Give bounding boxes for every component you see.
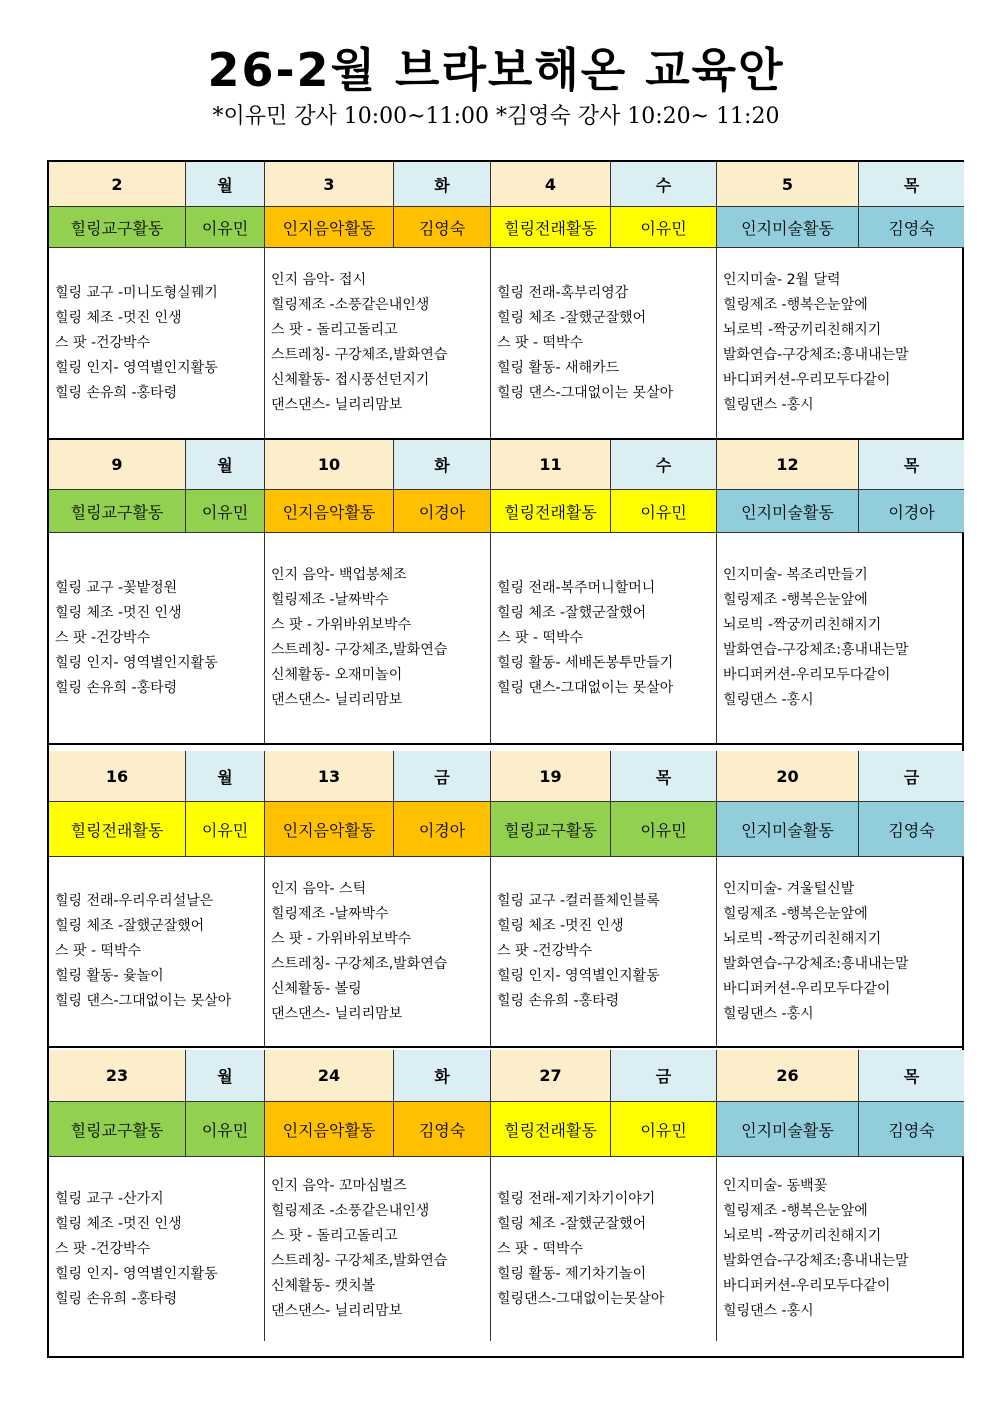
detail-line: 스 팟 - 돌리고돌리고 <box>271 322 398 338</box>
detail-line: 힐링 손유희 -홍타령 <box>55 679 178 696</box>
detail-line: 힐링 인지- 영역별인지활동 <box>497 968 660 984</box>
date-cell: 23 <box>49 1050 186 1102</box>
activity-cell: 힐링전래활동 <box>491 490 611 533</box>
detail-line: 힐링댄스 -홍시 <box>723 397 814 413</box>
detail-line: 스 팟 - 떡박수 <box>497 334 584 351</box>
activity-details <box>491 1157 717 1341</box>
detail-line: 뇌로빅 -짝궁끼리친해지기 <box>723 322 882 338</box>
detail-line: 뇌로빅 -짝궁끼리친해지기 <box>723 930 882 947</box>
instructor-schedule: *이유민 강사 10:00~11:00 *김영숙 강사 10:20~ 11:20 <box>212 104 780 129</box>
detail-line: 힐링 활동- 세배돈봉투만들기 <box>497 654 674 671</box>
date-cell: 3 <box>265 162 394 207</box>
weekday-cell: 목 <box>859 1050 964 1102</box>
detail-line: 인지 음악- 꼬마심벌즈 <box>271 1178 407 1194</box>
detail-line: 댄스댄스- 닐리리맘보 <box>271 1005 403 1022</box>
activity-cell: 힐링교구활동 <box>49 207 186 248</box>
activity-details <box>717 533 964 745</box>
activity-details <box>49 248 265 440</box>
activity-details <box>265 1157 491 1341</box>
detail-line: 힐링댄스 -홍시 <box>723 1303 814 1319</box>
weekday-cell: 월 <box>186 162 265 207</box>
detail-line: 뇌로빅 -짝궁끼리친해지기 <box>723 1228 882 1244</box>
detail-line: 스 팟 - 떡박수 <box>497 629 584 646</box>
teacher-cell: 이경아 <box>859 490 964 533</box>
detail-line: 힐링 체조 -잘했군잘했어 <box>497 1215 647 1232</box>
date-cell: 12 <box>717 440 859 490</box>
detail-line: 바디퍼커션-우리모두다같이 <box>723 1278 891 1294</box>
detail-line: 힐링댄스 -홍시 <box>723 692 814 708</box>
detail-line: 힐링 교구 -미니도형실꿰기 <box>55 284 218 301</box>
weekday-cell: 수 <box>611 162 717 207</box>
weekday-cell: 목 <box>859 162 964 207</box>
activity-cell: 인지음악활동 <box>265 207 394 248</box>
detail-line: 힐링 전래-복주머니할머니 <box>497 579 656 596</box>
weekday-cell: 화 <box>394 440 491 490</box>
detail-line: 힐링 활동- 윷놀이 <box>55 968 164 984</box>
detail-line: 스 팟 - 떡박수 <box>497 1240 584 1257</box>
date-cell: 26 <box>717 1050 859 1102</box>
activity-cell: 힐링전래활동 <box>491 1102 611 1157</box>
teacher-cell: 이유민 <box>611 490 717 533</box>
teacher-cell: 김영숙 <box>859 802 964 857</box>
detail-line: 힐링 교구 -산가지 <box>55 1190 164 1207</box>
detail-line: 인지 음악- 접시 <box>271 272 367 288</box>
weekday-cell: 화 <box>394 162 491 207</box>
detail-line: 신체활동- 캣치볼 <box>271 1278 376 1294</box>
detail-line: 힐링제조 -행복은눈앞에 <box>723 592 868 608</box>
detail-line: 스 팟 - 가위바위보박수 <box>271 930 412 947</box>
detail-line: 힐링 댄스-그대없이는 못살아 <box>497 384 674 401</box>
weekday-cell: 월 <box>186 440 265 490</box>
detail-line: 스트레칭- 구강체조,발화연습 <box>271 955 448 972</box>
detail-line: 인지미술- 겨울털신발 <box>723 880 855 897</box>
teacher-cell: 이유민 <box>186 490 265 533</box>
detail-line: 스 팟 - 가위바위보박수 <box>271 617 412 633</box>
detail-line: 인지미술- 2월 달력 <box>723 272 841 288</box>
detail-line: 힐링 활동- 새해카드 <box>497 359 620 376</box>
weekday-cell: 월 <box>186 751 265 802</box>
date-cell: 19 <box>491 751 611 802</box>
date-cell: 4 <box>491 162 611 207</box>
detail-line: 힐링제조 -소풍같은내인생 <box>271 1203 430 1219</box>
weekday-cell: 금 <box>859 751 964 802</box>
activity-details <box>265 857 491 1048</box>
activity-cell: 인지미술활동 <box>717 1102 859 1157</box>
activity-cell: 힐링전래활동 <box>49 802 186 857</box>
detail-line: 인지미술- 동백꽃 <box>723 1178 828 1194</box>
date-cell: 27 <box>491 1050 611 1102</box>
teacher-cell: 이유민 <box>186 1102 265 1157</box>
detail-line: 힐링 체조 -잘했군잘했어 <box>55 918 205 934</box>
detail-line: 스 팟 -건강박수 <box>55 629 151 646</box>
detail-line: 힐링제조 -행복은눈앞에 <box>723 297 868 313</box>
activity-details <box>717 248 964 440</box>
activity-cell: 힐링교구활동 <box>49 490 186 533</box>
detail-line: 힐링 전래-혹부리영감 <box>497 284 629 301</box>
detail-line: 힐링댄스-그대없이는못살아 <box>497 1290 665 1307</box>
activity-details <box>49 1157 265 1341</box>
teacher-cell: 이유민 <box>611 802 717 857</box>
detail-line: 스 팟 -건강박수 <box>497 943 593 959</box>
detail-line: 인지 음악- 백업봉체조 <box>271 567 407 583</box>
activity-details <box>491 857 717 1048</box>
detail-line: 인지 음악- 스틱 <box>271 880 367 897</box>
detail-line: 힐링 교구 -꽃밭정원 <box>55 579 178 596</box>
detail-line: 발화연습-구강체조:흥내내는말 <box>723 347 909 363</box>
detail-line: 신체활동- 오재미놀이 <box>271 667 403 683</box>
activity-details <box>265 533 491 745</box>
teacher-cell: 김영숙 <box>394 1102 491 1157</box>
detail-line: 힐링 인지- 영역별인지활동 <box>55 654 218 671</box>
detail-line: 바디퍼커션-우리모두다같이 <box>723 372 891 388</box>
teacher-cell: 김영숙 <box>394 207 491 248</box>
detail-line: 스 팟 -건강박수 <box>55 334 151 351</box>
activity-details <box>491 248 717 440</box>
detail-line: 스 팟 -건강박수 <box>55 1240 151 1257</box>
teacher-cell: 이유민 <box>186 207 265 248</box>
detail-line: 힐링제조 -행복은눈앞에 <box>723 1203 868 1219</box>
detail-line: 스트레칭- 구강체조,발화연습 <box>271 347 448 363</box>
activity-cell: 힐링교구활동 <box>49 1102 186 1157</box>
date-cell: 16 <box>49 751 186 802</box>
detail-line: 힐링 체조 -잘했군잘했어 <box>497 309 647 326</box>
detail-line: 힐링 교구 -컬러플체인블록 <box>497 893 660 909</box>
page-title: 26-2월 브라보해온 교육안 <box>207 43 785 97</box>
detail-line: 스 팟 - 떡박수 <box>55 943 142 959</box>
detail-line: 힐링댄스 -홍시 <box>723 1005 814 1022</box>
detail-line: 댄스댄스- 닐리리맘보 <box>271 1303 403 1319</box>
detail-line: 힐링 체조 -잘했군잘했어 <box>497 604 647 621</box>
detail-line: 발화연습-구강체조:흥내내는말 <box>723 642 909 658</box>
teacher-cell: 이경아 <box>394 802 491 857</box>
weekday-cell: 수 <box>611 440 717 490</box>
weekday-cell: 금 <box>394 751 491 802</box>
teacher-cell: 김영숙 <box>859 1102 964 1157</box>
detail-line: 힐링 체조 -멋진 인생 <box>55 604 182 621</box>
teacher-cell: 이유민 <box>186 802 265 857</box>
date-cell: 10 <box>265 440 394 490</box>
detail-line: 힐링제조 -행복은눈앞에 <box>723 905 868 922</box>
activity-cell: 인지미술활동 <box>717 207 859 248</box>
detail-line: 바디퍼커션-우리모두다같이 <box>723 667 891 683</box>
date-cell: 2 <box>49 162 186 207</box>
detail-line: 바디퍼커션-우리모두다같이 <box>723 980 891 997</box>
weekday-cell: 목 <box>859 440 964 490</box>
activity-cell: 인지미술활동 <box>717 802 859 857</box>
teacher-cell: 이경아 <box>394 490 491 533</box>
activity-details <box>717 1157 964 1341</box>
activity-cell: 인지음악활동 <box>265 802 394 857</box>
detail-line: 신체활동- 접시풍선던지기 <box>271 372 430 388</box>
detail-line: 힐링 체조 -멋진 인생 <box>55 309 182 326</box>
teacher-cell: 이유민 <box>611 207 717 248</box>
date-cell: 20 <box>717 751 859 802</box>
detail-line: 신체활동- 볼링 <box>271 980 362 997</box>
detail-line: 힐링 인지- 영역별인지활동 <box>55 359 218 376</box>
date-cell: 11 <box>491 440 611 490</box>
activity-cell: 인지미술활동 <box>717 490 859 533</box>
detail-line: 스 팟 - 돌리고돌리고 <box>271 1228 398 1244</box>
activity-details <box>491 533 717 745</box>
weekday-cell: 목 <box>611 751 717 802</box>
detail-line: 인지미술- 복조리만들기 <box>723 567 868 583</box>
detail-line: 힐링 손유희 -홍타령 <box>55 384 178 401</box>
activity-details <box>49 533 265 745</box>
detail-line: 힐링 전래-제기차기이야기 <box>497 1190 656 1207</box>
detail-line: 힐링제조 -날짜박수 <box>271 592 389 608</box>
detail-line: 힐링 인지- 영역별인지활동 <box>55 1265 218 1282</box>
detail-line: 힐링 체조 -멋진 인생 <box>497 918 624 934</box>
detail-line: 힐링 전래-우리우리설날은 <box>55 893 214 909</box>
activity-cell: 힐링전래활동 <box>491 207 611 248</box>
detail-line: 힐링 활동- 제기차기놀이 <box>497 1265 647 1282</box>
detail-line: 힐링 댄스-그대없이는 못살아 <box>497 679 674 696</box>
teacher-cell: 김영숙 <box>859 207 964 248</box>
activity-details <box>49 857 265 1048</box>
detail-line: 힐링 체조 -멋진 인생 <box>55 1215 182 1232</box>
date-cell: 24 <box>265 1050 394 1102</box>
detail-line: 힐링 손유희 -홍타령 <box>55 1290 178 1307</box>
date-cell: 5 <box>717 162 859 207</box>
teacher-cell: 이유민 <box>611 1102 717 1157</box>
detail-line: 힐링 댄스-그대없이는 못살아 <box>55 993 232 1009</box>
detail-line: 스트레칭- 구강체조,발화연습 <box>271 1253 448 1269</box>
detail-line: 뇌로빅 -짝궁끼리친해지기 <box>723 617 882 633</box>
date-cell: 13 <box>265 751 394 802</box>
detail-line: 댄스댄스- 닐리리맘보 <box>271 397 403 413</box>
detail-line: 스트레칭- 구강체조,발화연습 <box>271 642 448 658</box>
date-cell: 9 <box>49 440 186 490</box>
detail-line: 힐링 손유희 -홍타령 <box>497 993 620 1009</box>
weekday-cell: 월 <box>186 1050 265 1102</box>
detail-line: 댄스댄스- 닐리리맘보 <box>271 692 403 708</box>
activity-cell: 인지음악활동 <box>265 490 394 533</box>
activity-details <box>265 248 491 440</box>
detail-line: 발화연습-구강체조:흥내내는말 <box>723 955 909 972</box>
detail-line: 힐링제조 -날짜박수 <box>271 905 389 922</box>
weekday-cell: 금 <box>611 1050 717 1102</box>
weekday-cell: 화 <box>394 1050 491 1102</box>
activity-cell: 힐링교구활동 <box>491 802 611 857</box>
schedule-table <box>47 160 964 1358</box>
detail-line: 힐링제조 -소풍같은내인생 <box>271 297 430 313</box>
activity-details <box>717 857 964 1048</box>
detail-line: 발화연습-구강체조:흥내내는말 <box>723 1253 909 1269</box>
activity-cell: 인지음악활동 <box>265 1102 394 1157</box>
